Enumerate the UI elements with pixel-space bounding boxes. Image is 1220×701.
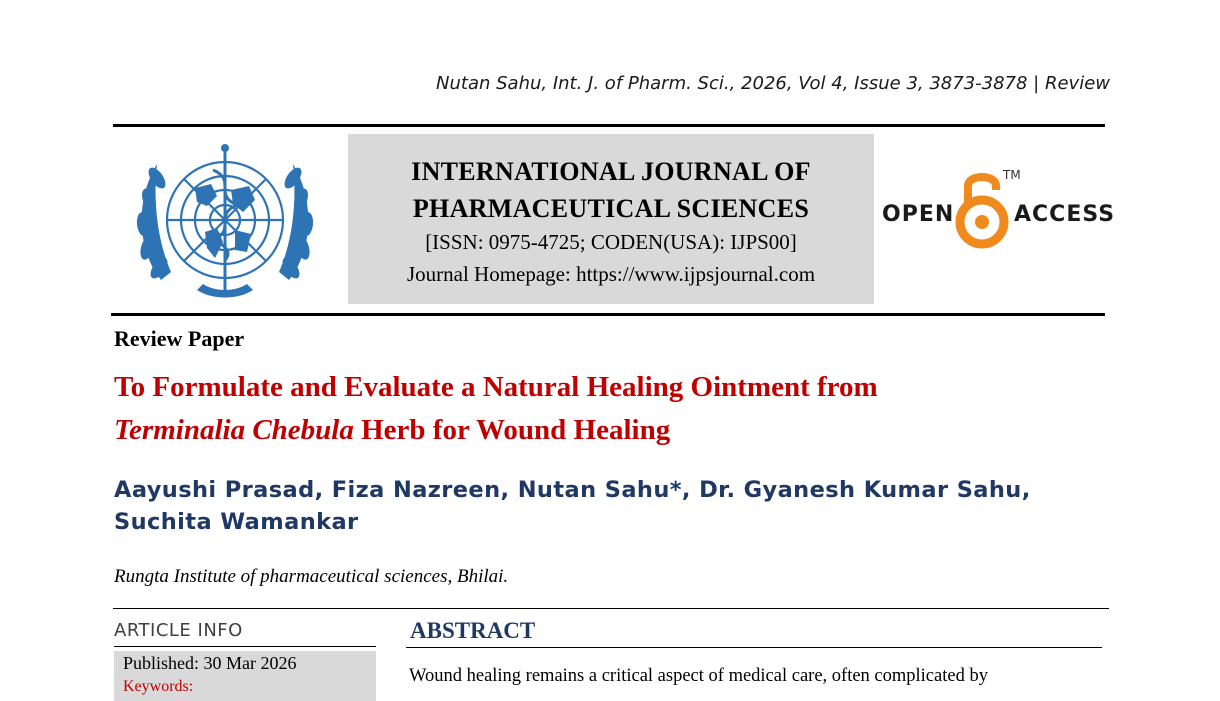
open-access-access-text: ACCESS	[1014, 202, 1116, 227]
header-bottom-rule	[111, 313, 1105, 316]
author-list: Aayushi Prasad, Fiza Nazreen, Nutan Sahu*, Dr. Gyanesh Kumar Sahu, Suchita Wamankar	[114, 477, 1031, 535]
journal-name-line1: INTERNATIONAL JOURNAL OF	[411, 157, 811, 186]
un-emblem-logo	[127, 140, 323, 306]
abstract-rule	[406, 647, 1102, 648]
trademark-mark: TM	[1003, 168, 1021, 182]
title-species-name: Terminalia Chebula	[114, 414, 354, 446]
abstract-text: Wound healing remains a critical aspect of medical care, often complicated by	[409, 666, 988, 686]
journal-issn: [ISSN: 0975-4725; CODEN(USA): IJPS00]	[425, 230, 797, 254]
journal-header-box	[348, 134, 874, 304]
title-line-2-rest: Herb for Wound Healing	[353, 414, 671, 446]
journal-name	[348, 153, 874, 227]
paper-type: Review Paper	[114, 326, 245, 351]
top-rule	[113, 124, 1105, 127]
published-date: Published: 30 Mar 2026	[123, 653, 297, 673]
citation-header: Nutan Sahu, Int. J. of Pharm. Sci., 2026, Vol 4, Issue 3, 3873-3878 | Review	[436, 73, 1110, 94]
title-line-2	[114, 409, 1114, 452]
open-access-logo	[880, 166, 1116, 252]
abstract-heading: ABSTRACT	[410, 618, 536, 643]
article-info-heading: ARTICLE INFO	[114, 620, 243, 641]
paper-title	[114, 366, 1114, 452]
open-access-open-text: OPEN	[882, 202, 955, 227]
keywords-label: Keywords:	[123, 678, 194, 695]
title-line-1: To Formulate and Evaluate a Natural Healing Ointment from	[114, 371, 878, 403]
padlock-icon	[954, 166, 1010, 250]
journal-name-line2: PHARMACEUTICAL SCIENCES	[412, 194, 810, 223]
journal-homepage[interactable]: Journal Homepage: https://www.ijpsjournal.com	[406, 262, 816, 286]
article-info-box	[114, 651, 376, 701]
affiliation: Rungta Institute of pharmaceutical sciences, Bhilai.	[114, 566, 509, 587]
section-rule	[113, 608, 1109, 609]
article-info-rule	[114, 646, 376, 647]
